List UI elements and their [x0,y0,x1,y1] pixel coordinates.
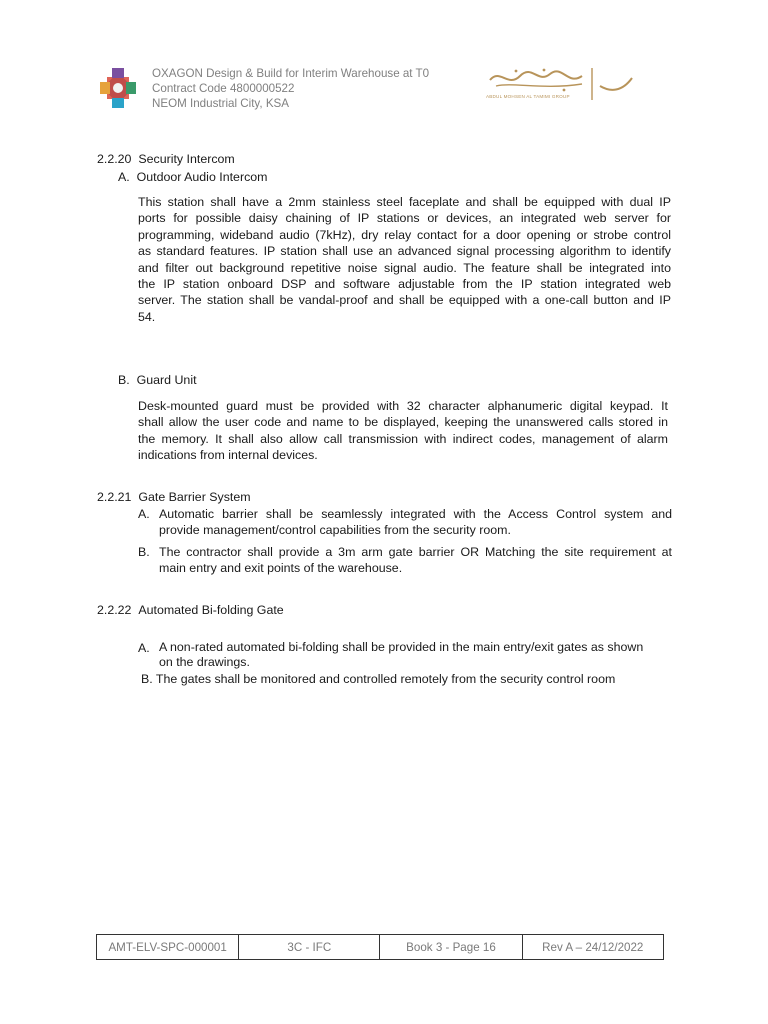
footer-doc-number: AMT-ELV-SPC-000001 [97,935,239,960]
paragraph-line: programming, wideband audio (7kHz), dry relay contact for a door opening or strobe control [138,227,671,242]
list-item-label: A. [138,507,150,521]
footer-page: Book 3 - Page 16 [380,935,522,960]
item-title: Outdoor Audio Intercom [136,170,268,184]
bifolding-gate-item-b: B. The gates shall be monitored and controlled remotely from the security control room [141,672,616,686]
paragraph-line: main entry and exit points of the warehouse. [159,561,403,576]
header-contract-code: Contract Code 4800000522 [152,82,295,95]
footer-row [97,935,664,960]
footer-revision: Rev A – 24/12/2022 [522,935,663,960]
section-number: 2.2.20 [97,152,132,166]
gate-barrier-item-b [159,544,672,577]
partner-logo [486,62,636,104]
paragraph-line: 54. [138,309,156,324]
section-title: Security Intercom [138,152,235,166]
item-title: Guard Unit [136,373,197,387]
list-item-label: A. [138,641,150,655]
paragraph-line: the IP station onboard DSP and software adjustable from the IP station integrated web [138,277,671,292]
oxagon-logo [94,64,142,112]
footer-status: 3C - IFC [239,935,380,960]
paragraph-line: The contractor shall provide a 3m arm gate barrier OR Matching the site requirement at [159,545,672,559]
list-item-label: B. [138,545,150,559]
section-title: Gate Barrier System [138,490,251,504]
gate-barrier-item-a [159,506,672,539]
bifolding-gate-item-a [159,640,669,670]
header-project: OXAGON Design & Build for Interim Warehouse at T0 [152,67,430,80]
item-label: B. [118,373,130,387]
paragraph-line: Automatic barrier shall be seamlessly integrated with the Access Control system and [159,507,672,521]
footer-table [96,934,664,960]
paragraph-line: Desk-mounted guard must be provided with 32 character alphanumeric digital keypad. It [138,399,668,413]
paragraph-line: A non-rated automated bi-folding shall be provided in the main entry/exit gates as shown [159,640,644,654]
subsection-a-heading [118,169,267,185]
paragraph-line: ports for possible daisy chaining of IP stations or devices, an integrated web server for [138,211,671,226]
paragraph-line: This station shall have a 2mm stainless steel faceplate and shall be equipped with dual IP [138,195,671,209]
section-2-2-22-heading [97,602,284,618]
paragraph-line: and filter out background repetitive noise signal audio. The feature shall be integrated into [138,260,671,275]
section-number: 2.2.21 [97,490,132,504]
star-pattern-icon [100,68,136,108]
section-2-2-20-heading [97,151,235,167]
paragraph-line: on the drawings. [159,655,250,669]
paragraph-line: indications from internal devices. [138,448,318,463]
paragraph-line: provide management/control capabilities from the security room. [159,523,511,538]
paragraph-line: server. The station shall be vandal-proof and shall be equipped with a one-call button and IP [138,293,671,308]
section-number: 2.2.22 [97,603,132,617]
guard-unit-paragraph [138,398,668,464]
paragraph-line: the memory. It shall also allow call transmission with indirect codes, management of alarm [138,431,668,446]
section-title: Automated Bi-folding Gate [138,603,284,617]
header-location: NEOM Industrial City, KSA [152,97,290,110]
paragraph-line: as standard features. IP station shall use an advanced signal processing algorithm to identify [138,244,671,259]
subsection-b-heading [118,372,197,388]
partner-logo-caption: ABDUL MOHSEN AL TAMIMI GROUP [486,94,570,99]
section-2-2-21-heading [97,489,251,505]
document-header [152,66,429,111]
paragraph-line: shall allow the user code and name to be displayed, keeping the unanswered calls stored in [138,415,668,430]
item-label: A. [118,170,130,184]
outdoor-intercom-paragraph [138,194,671,325]
